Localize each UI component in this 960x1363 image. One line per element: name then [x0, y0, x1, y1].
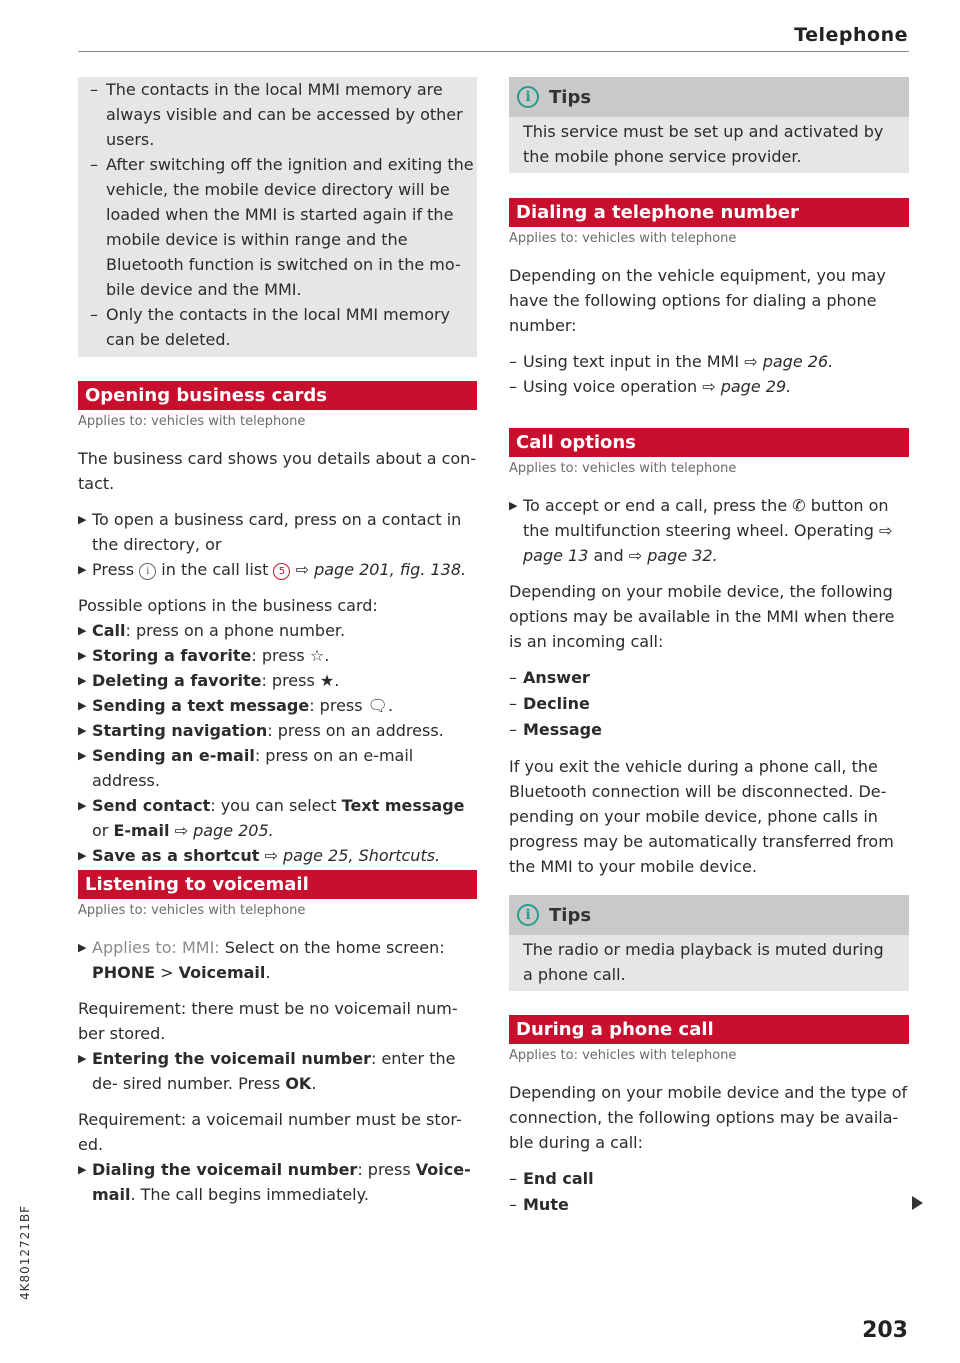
info-icon: i: [517, 86, 539, 108]
requirement-text: Requirement: there must be no voicemail num- ber stored.: [78, 999, 458, 1043]
option-item: ▶ Send contact: you can select Text message or E-mail ⇨ page 205.: [78, 796, 465, 840]
business-cards-section: [78, 381, 477, 868]
section-title: Dialing a telephone number: [509, 198, 909, 227]
callout-number: 5: [273, 563, 290, 580]
dialing-section: [509, 198, 909, 399]
intro-text: Depending on your mobile device and the type of connection, the following options may be availa- ble during a call:: [509, 1083, 908, 1152]
section-title: Opening business cards: [78, 381, 477, 410]
step: ▶ To open a business card, press on a contact in the directory, or: [78, 510, 462, 554]
info-icon: i: [139, 563, 156, 580]
page-number: 203: [862, 1318, 908, 1343]
tips-header: i Tips: [509, 895, 909, 935]
option-item: ▶ Deleting a favorite: press ★.: [78, 671, 340, 690]
requirement-text: Requirement: a voicemail number must be stor- ed.: [78, 1110, 462, 1154]
incoming-options: [509, 665, 909, 743]
during-call-section: [509, 1015, 909, 1218]
page-reference[interactable]: ⇨ page 32.: [628, 546, 718, 565]
page-header-title: Telephone: [794, 24, 908, 46]
option-item: ▶ Sending a text message: press 🗨.: [78, 696, 394, 715]
call-options-section: [509, 428, 909, 879]
step: ▶ To accept or end a call, press the ✆ button on the multifunction steering wheel. Operating ⇨ page 13 and ⇨ page 32.: [509, 496, 893, 565]
applies-to: Applies to: vehicles with telephone: [78, 903, 306, 918]
options-intro: Possible options in the business card:: [78, 596, 378, 615]
list-item: – Message: [509, 720, 602, 739]
applies-to: Applies to: vehicles with telephone: [509, 231, 737, 246]
document-code: 4K8012721BF: [18, 1204, 32, 1300]
list-item: – End call: [509, 1169, 594, 1188]
voicemail-section: [78, 870, 477, 1207]
step: ▶ Entering the voicemail number: enter the de- sired number. Press OK.: [78, 1049, 456, 1093]
page-reference[interactable]: ⇨ page 26.: [744, 352, 834, 371]
list-item: – Using text input in the MMI ⇨ page 26.: [509, 352, 834, 371]
star-filled-icon: ★: [319, 671, 335, 690]
option-item: ▶ Call: press on a phone number.: [78, 621, 346, 640]
page-reference[interactable]: ⇨ page 29.: [702, 377, 792, 396]
tips-text: This service must be set up and activated by the mobile phone service provider.: [509, 117, 909, 173]
tips-header: i Tips: [509, 77, 909, 117]
tips-box: [509, 895, 909, 991]
header-divider: [78, 51, 909, 52]
page-reference[interactable]: ⇨ page 25, Shortcuts.: [264, 846, 441, 865]
section-title: Listening to voicemail: [78, 870, 477, 899]
option-item: ▶ Storing a favorite: press ☆.: [78, 646, 330, 665]
continue-arrow-icon: [912, 1196, 923, 1210]
message-bubble-icon: 🗨: [367, 696, 388, 715]
option-item: ▶ Starting navigation: press on an address.: [78, 721, 444, 740]
list-item: – The contacts in the local MMI memory are always visible and can be accessed by other users.: [90, 80, 463, 149]
list-item: – Only the contacts in the local MMI memory can be deleted.: [90, 305, 451, 349]
list-item: – Mute: [509, 1195, 569, 1214]
list-item: – Decline: [509, 694, 590, 713]
contacts-note-box: [78, 77, 477, 357]
tips-box: [509, 77, 909, 173]
info-icon: i: [517, 904, 539, 926]
section-title: Call options: [509, 428, 909, 457]
paragraph: If you exit the vehicle during a phone call, the Bluetooth connection will be disconnected. De- pending on your mobile device, phone calls in progress may be automatically transferred from the MMI to your mobile device.: [509, 757, 894, 876]
option-item: ▶ Save as a shortcut ⇨ page 25, Shortcuts.: [78, 846, 441, 865]
option-item: ▶ Sending an e-mail: press on an e-mail address.: [78, 746, 414, 790]
applies-to: Applies to: vehicles with telephone: [78, 414, 306, 429]
applies-to: Applies to: vehicles with telephone: [509, 461, 737, 476]
step: ▶ Dialing the voicemail number: press Voice- mail. The call begins immediately.: [78, 1160, 471, 1204]
section-title: During a phone call: [509, 1015, 909, 1044]
page-reference[interactable]: ⇨ page 205.: [174, 821, 274, 840]
during-options: [509, 1166, 909, 1218]
tips-text: The radio or media playback is muted during a phone call.: [509, 935, 909, 991]
list-item: – Using voice operation ⇨ page 29.: [509, 377, 792, 396]
step: ▶ Applies to: MMI: Select on the home screen: PHONE > Voicemail.: [78, 938, 445, 982]
step: ▶ Press i in the call list 5 ⇨ page 201, fig. 138.: [78, 560, 467, 579]
star-outline-icon: ☆: [309, 646, 325, 665]
page-reference[interactable]: ⇨ page 201, fig. 138.: [295, 560, 467, 579]
phone-handset-icon: ✆: [792, 496, 806, 515]
page-reference[interactable]: ⇨ page 13: [523, 521, 893, 565]
paragraph: Depending on your mobile device, the following options may be available in the MMI when there is an incoming call:: [509, 582, 895, 651]
list-item: – Answer: [509, 668, 590, 687]
intro-text: Depending on the vehicle equipment, you may have the following options for dialing a phone number:: [509, 266, 886, 335]
applies-to: Applies to: vehicles with telephone: [509, 1048, 737, 1063]
list-item: – After switching off the ignition and exiting the vehicle, the mobile device directory will be loaded when the MMI is started again if the mobile device is within range and the Bluetooth function is switched on in the mo- bile device and the MMI.: [90, 155, 474, 299]
intro-text: The business card shows you details about a con- tact.: [78, 449, 477, 493]
